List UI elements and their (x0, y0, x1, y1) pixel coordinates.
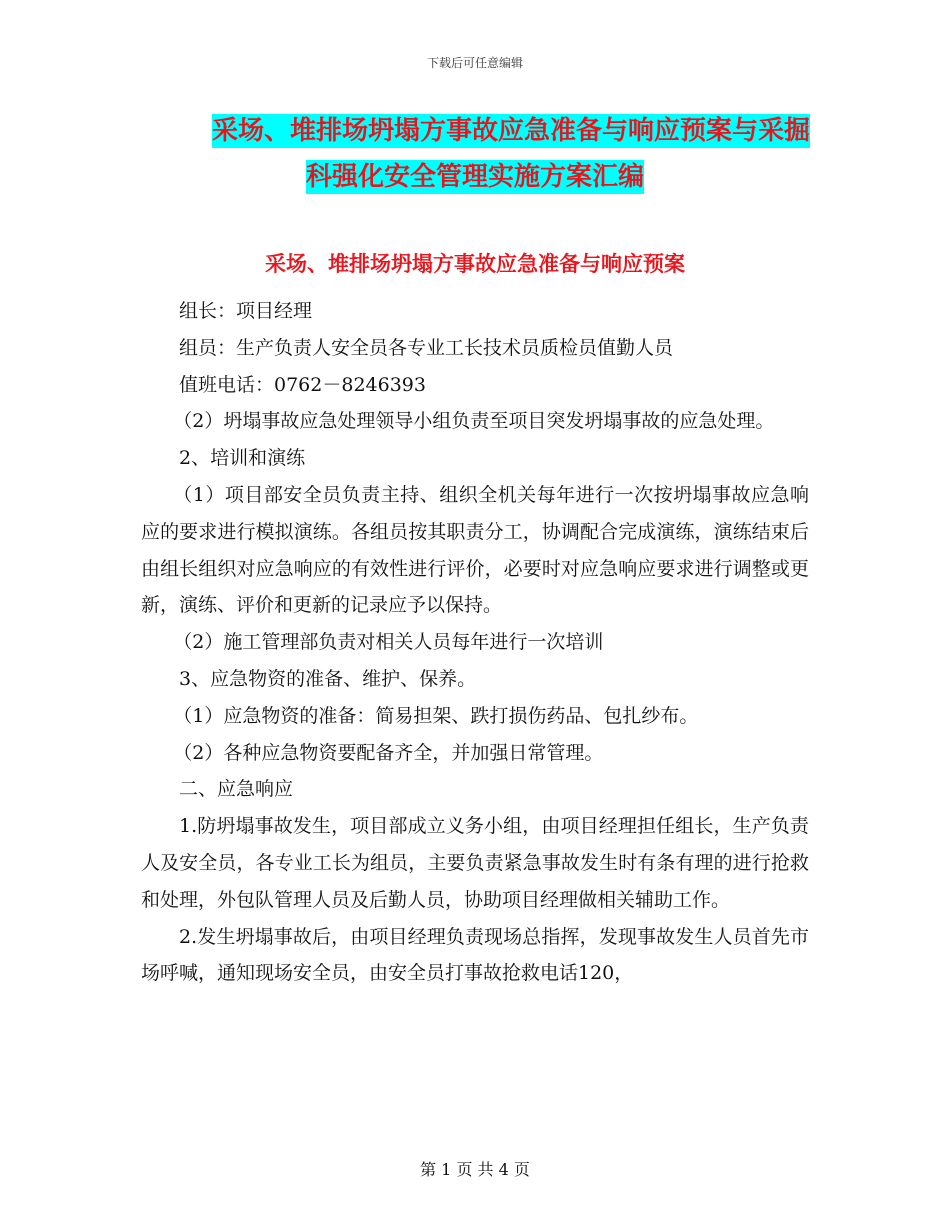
document-title-line-1 (140, 108, 810, 154)
paragraph-item: （1）项目部安全员负责主持、组织全机关每年进行一次按坍塌事故应急响应的要求进行模拟演练。各组员按其职责分工，协调配合完成演练，演练结束后由组长组织对应急响应的有效性进行评价，必要时对应急响应要求进行调整或更新，演练、评价和更新的记录应予以保持。 (141, 483, 809, 617)
paragraph-heading: 3、应急物资的准备、维护、保养。 (179, 667, 477, 690)
paragraph-leader: 组长：项目经理 (179, 300, 313, 322)
paragraph-item: （2）施工管理部负责对相关人员每年进行一次培训 (173, 631, 604, 654)
document-title (140, 108, 810, 200)
paragraph-item: （2）坍塌事故应急处理领导小组负责至项目突发坍塌事故的应急处理。 (173, 410, 775, 433)
page-number: 第 1 页 共 4 页 (420, 1160, 530, 1179)
paragraph-members: 组员：生产负责人安全员各专业工长技术员质检员值勤人员 (179, 336, 674, 359)
paragraph-item: 2.发生坍塌事故后，由项目经理负责现场总指挥，发现事故发生人员首先市场呼喊，通知现场安全员，由安全员打事故抢救电话120， (141, 925, 809, 985)
title-highlight-1: 采场、堆排场坍塌方事故应急准备与响应预案与采掘 (211, 116, 810, 146)
paragraph-item: （2）各种应急物资要配备齐全，并加强日常管理。 (173, 741, 604, 764)
paragraph-heading: 2、培训和演练 (179, 447, 306, 470)
title-highlight-2: 科强化安全管理实施方案汇编 (305, 162, 644, 192)
document-body (141, 293, 809, 992)
paragraph-item: 1.防坍塌事故发生，项目部成立义务小组，由项目经理担任组长，生产负责人及安全员，各专业工长为组员，主要负责紧急事故发生时有条有理的进行抢救和处理，外包队管理人员及后勤人员，协助项目经理做相关辅助工作。 (141, 815, 809, 911)
paragraph-heading: 二、应急响应 (179, 778, 294, 801)
section-title: 采场、堆排场坍塌方事故应急准备与响应预案 (265, 252, 685, 276)
page-header-note: 下载后可任意编辑 (426, 56, 523, 70)
paragraph-item: （1）应急物资的准备：简易担架、跌打损伤药品、包扎纱布。 (173, 704, 699, 727)
document-title-line-2 (140, 154, 810, 200)
paragraph-duty-phone: 值班电话：0762－8246393 (179, 373, 426, 396)
